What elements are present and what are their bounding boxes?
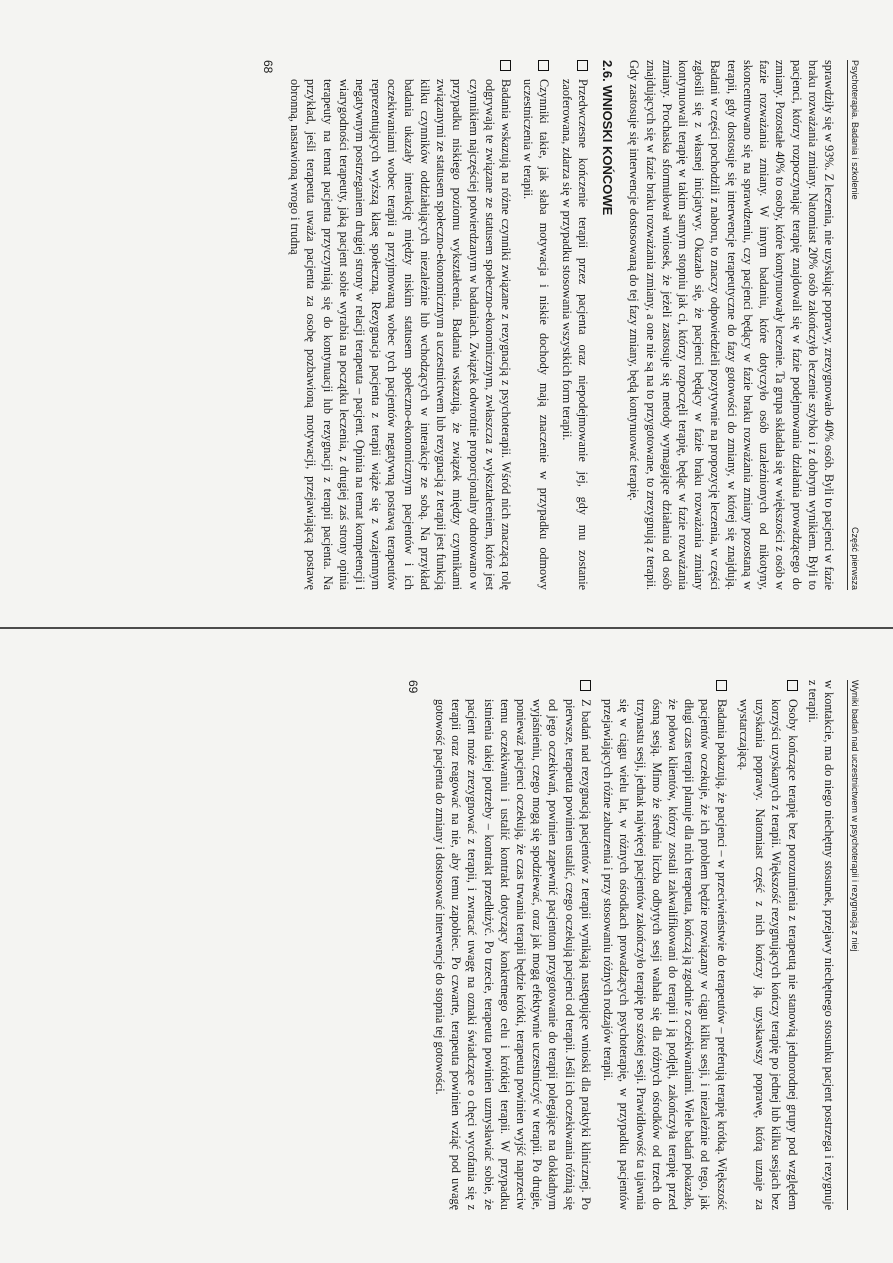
page-69 bbox=[60, 680, 860, 1210]
header-left: Psychoterapia. Badania i szkolenie bbox=[850, 60, 860, 200]
paragraph: sprawdziły się w 93%. Z leczenia, nie uzyskując poprawy, zrezygnowało 40% osób. Byli to pacjenci w fazie braku rozważania zmiany. Natomiast 20% osób zakończyło leczenie szybko i z dobrym wynikiem. Byli to pacjenci, którzy rozpoczynając terapię znajdowali się w fazie podejmowania działania prowadzącego do zmiany. Pozostałe 40% to osoby, które kontynuowały leczenie. Ta grupa składała się w większości z osób w fazie rozważania zmiany. W innym badaniu, które dotyczyło osób uzależnionych od nikotyny, skoncentrowano się na sprawdzeniu, czy pacjenci będący w fazie braku rozważania zmiany pozostaną w terapii, gdy dostosuje się interwencje terapeutyczne do fazy gotowości do zmiany, w której się znajdują. Badani w części pochodzili z naboru, to znaczy odpowiedzieli pozytywnie na propozycję leczenia, w części zgłosili się z własnej inicjatywy. Okazało się, że pacjenci będący w fazie braku rozważania zmiany kontynuowali terapię w takim samym stopniu jak ci, którzy rozpoczęli terapię, będąc w fazie rozważania zmiany. Prochaska sformułował wniosek, że jeżeli zastosuje się metody wymagające działania od osób znajdujących się w fazie braku rozważania zmiany, a one nie są na to przygotowane, to zrezygnują z terapii. Gdy zastosuje się interwencje dostosowaną do tej fazy zmiany, będą kontynuować terapię. bbox=[627, 60, 836, 590]
list-item bbox=[736, 680, 801, 1210]
list-item-text: Badania wskazują na różne czynniki związane z rezygnacją z psychoterapii. Wśród nich znaczącą rolę odgrywają te związane ze statusem społeczno-ekonomicznym, zwłaszcza z wykształceniem, które jest czynnikiem najczęściej potwierdzanym w badaniach. Związek odwrotnie proporcjonalny odnotowano w przypadku niskiego poziomu wykształcenia. Badania wskazują, że związek między czynnikami związanymi ze statusem społeczno-ekonomicznym a uczestnictwem lub rezygnacją z terapii jest funkcją kilku czynników oddziałujących niezależnie lub wchodzących w interakcje ze sobą. Na przykład badania ukazały interakcję między niskim statusem społeczno-ekonomicznym pacjentów i ich oczekiwaniami wobec terapii a przyjmowaną wobec tych pacjentów negatywną postawą terapeutów reprezentujących wyższą klasę społeczną. Rezygnacja pacjenta z terapii wiąże się z wzajemnym negatywnym postrzeganiem drugiej strony w relacji terapeuta – pacjent. Opinia na temat kompetencji i wiarygodności terapeuty, jaką pacjent sobie wyrabia na początku leczenia, z drugiej zaś strony opinia terapeuty na temat pacjenta przyczyniają się do kontynuacji lub rezygnacji z terapii pacjenta. Na przykład, jeśli terapeuta uważa pacjenta za osobę pozbawioną motywacji, przejawiającą postawę obronną, nastawioną wrogo i trudną bbox=[288, 79, 513, 590]
list-item-text: Z badań nad rezygnacją pacjentów z terapii wynikają następujące wnioski dla praktyki klinicznej. Po pierwsze, terapeuta powinien ustalić, czego oczekują pacjenci od terapii. Jeśli ich oczekiwania różnią się od jego oczekiwań, powinien zapewnić pacjentom przygotowanie do terapii polegające na dokładnym wyjaśnieniu, czego mogą się spodziewać, oraz jak mogą efektywnie uczestniczyć w terapii. Po drugie, ponieważ pacjenci oczekują, że czas trwania terapii będzie krótki, terapeuta powinien wyjść naprzeciw temu oczekiwaniu i ustalić kontrakt dotyczący konkretnego celu i krótkiej terapii. W przypadku istnienia takiej potrzeby – kontrakt przedłużyć. Po trzecie, terapeuta powinien uzmysławiać sobie, że pacjent może zrezygnować z terapii, i zwracać uwagę na oznaki świadczące o chęci wycofania się z terapii oraz reagować na nie, aby temu zapobiec. Po czwarte, terapeuta powinien wziąć pod uwagę gotowość pacjenta do zmiany i dostosować interwencje do stopnia tej gotowości. bbox=[432, 699, 593, 1210]
list-item bbox=[558, 60, 590, 590]
page-number: 69 bbox=[405, 680, 420, 694]
page-number: 68 bbox=[260, 60, 275, 74]
square-bullet-icon bbox=[538, 60, 549, 71]
square-bullet-icon bbox=[577, 60, 588, 71]
square-bullet-icon bbox=[716, 680, 727, 691]
list-item bbox=[432, 680, 594, 1210]
square-bullet-icon bbox=[580, 680, 591, 691]
list-item-text: Czynniki takie, jak słaba motywacja i niskie dochody mają znaczenie w przypadku odmowy uczestniczenia w terapii. bbox=[521, 79, 552, 590]
header-left: Wyniki badań nad uczestnictwem w psychoterapii i rezygnacją z niej bbox=[850, 680, 860, 952]
list-item-text: Osoby kończące terapię bez porozumienia z terapeutą nie stanowią jednorodnej grupy pod względem korzyści uzyskanych z terapii. Większość rezygnujących kończy terapię po jednej lub kilku sesjach bez uzyskania poprawy. Natomiast część z nich kończy ją, uzyskawszy poprawę, którą uznaje za wystarczającą. bbox=[736, 699, 800, 1210]
list-item bbox=[287, 60, 514, 590]
list-item bbox=[520, 60, 552, 590]
list-item-text: Przedwczesne kończenie terapii przez pacjenta oraz niepodejmowanie jej, gdy mu zostanie zaoferowana, zdarza się w przypadku stosowania wszystkich form terapii. bbox=[559, 79, 590, 590]
square-bullet-icon bbox=[500, 60, 511, 71]
list-item-text: Badania pokazują, że pacjenci – w przeciwieństwie do terapeutów – preferują terapię krótką. Większość pacjentów oczekuje, że ich problem będzie rozwiązany w ciągu kilku sesji, i niezależnie od tego, jak długi czas terapii planuje dla nich terapeuta, kończą ją zgodnie z oczekiwaniami. Wiele badań pokazało, że połowa klientów, którzy zostali zakwalifikowani do terapii i ją podjęli, zakończyła terapię przed ósmą sesją. Mimo że średnia liczba odbytych sesji wahała się dla różnych ośrodków od trzech do trzynastu sesji, jednak najwięcej pacjentów zakończyło terapię po szóstej sesji. Prawidłowość ta ujawnia się w ciągu wielu lat, w różnych ośrodkach prowadzących psychoterapię, w przypadku pacjentów przejawiających różne zaburzenia i przy stosowaniu różnych rodzajów terapii. bbox=[601, 699, 729, 1210]
header-right: Część pierwsza bbox=[850, 526, 860, 590]
square-bullet-icon bbox=[787, 680, 798, 691]
page-divider bbox=[0, 627, 893, 629]
list-item bbox=[600, 680, 730, 1210]
body-text bbox=[432, 680, 837, 1210]
paragraph: w kontakcie, ma do niego niechętny stosunek, przejawy niechętnego stosunku pacjent postrzega i rezygnuje z terapii. bbox=[805, 680, 836, 1210]
running-header bbox=[847, 60, 860, 590]
running-header bbox=[847, 680, 860, 1210]
section-title: 2.6. WNIOSKI KOŃCOWE bbox=[600, 60, 616, 216]
body-text bbox=[287, 60, 837, 590]
page-68 bbox=[60, 60, 860, 590]
